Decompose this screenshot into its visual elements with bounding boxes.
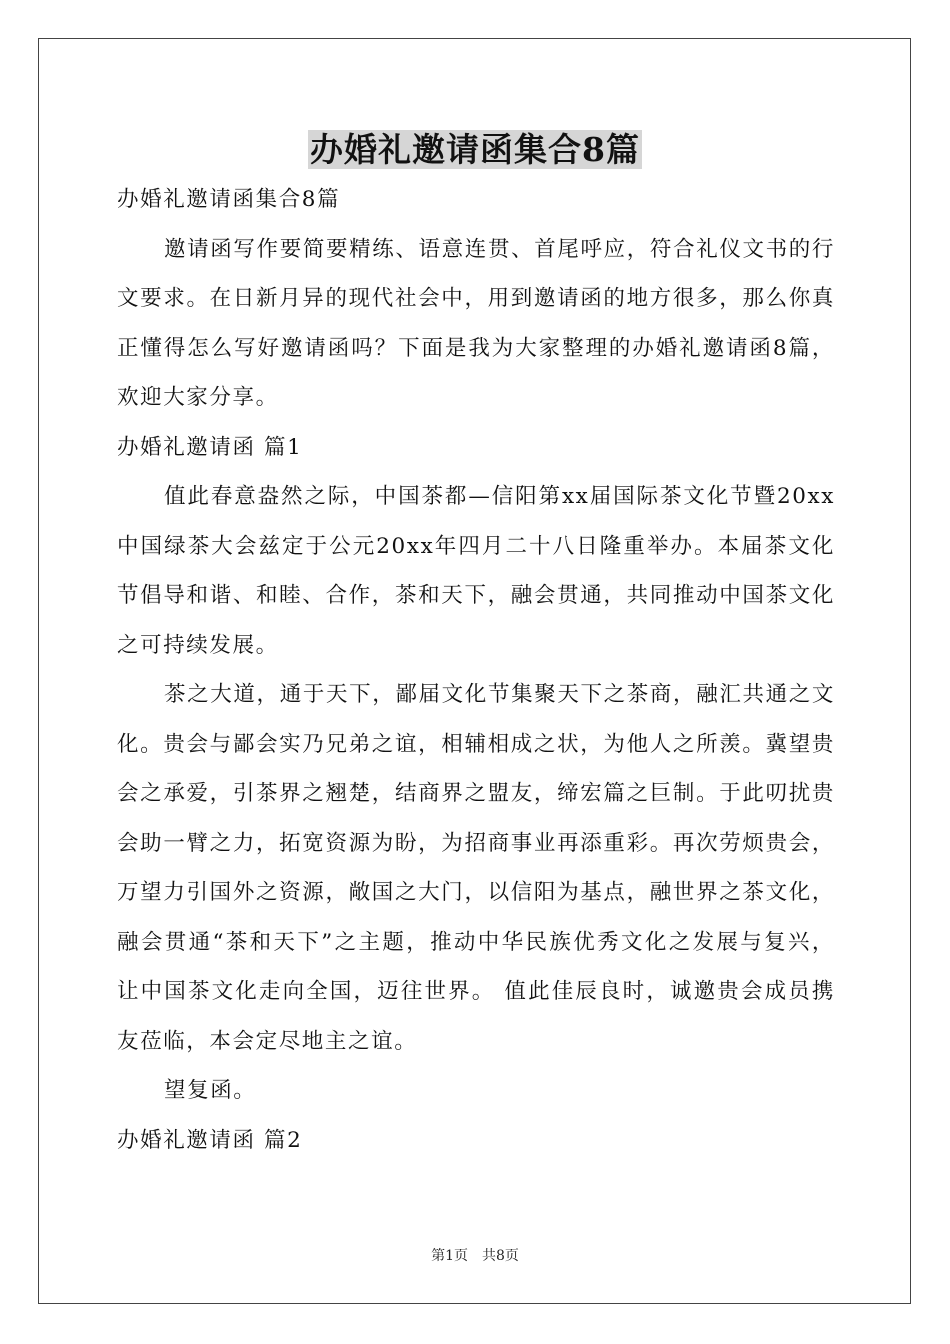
document-subtitle: 办婚礼邀请函集合8篇 xyxy=(117,187,341,212)
document-body xyxy=(117,175,835,1165)
document-title xyxy=(0,128,950,172)
section-heading-1: 办婚礼邀请函 篇1 xyxy=(117,434,303,460)
intro-paragraph: 邀请函写作要简要精练、语意连贯、首尾呼应，符合礼仪文书的行文要求。在日新月异的现代社会中，用到邀请函的地方很多，那么你真正懂得怎么写好邀请函吗？下面是我为大家整理的办婚礼邀请函8篇，欢迎大家分享。 xyxy=(117,236,835,410)
page-footer xyxy=(0,1247,950,1265)
body-paragraph-2: 茶之大道，通于天下，鄙届文化节集聚天下之茶商，融汇共通之文化。贵会与鄙会实乃兄弟之谊，相辅相成之状，为他人之所羡。冀望贵会之承爱，引茶界之翘楚，结商界之盟友，缔宏篇之巨制。于此叨扰贵会助一臂之力，拓宽资源为盼，为招商事业再添重彩。再次劳烦贵会，万望力引国外之资源，敞国之大门，以信阳为基点，融世界之茶文化，融会贯通“茶和天下”之主题，推动中华民族优秀文化之发展与复兴，让中国茶文化走向全国，迈往世界。 值此佳辰良时，诚邀贵会成员携友莅临，本会定尽地主之谊。 xyxy=(117,682,835,1054)
page-number: 第1页 共8页 xyxy=(431,1248,519,1264)
body-paragraph-1: 值此春意盎然之际，中国茶都—信阳第xx届国际茶文化节暨20xx中国绿茶大会兹定于公元20xx年四月二十八日隆重举办。本届茶文化节倡导和谐、和睦、合作，茶和天下，融会贯通，共同推动中国茶文化之可持续发展。 xyxy=(117,484,835,658)
section-heading-2: 办婚礼邀请函 篇2 xyxy=(117,1127,303,1153)
body-paragraph-3: 望复函。 xyxy=(164,1078,257,1103)
document-title-text: 办婚礼邀请函集合8篇 xyxy=(310,130,640,169)
